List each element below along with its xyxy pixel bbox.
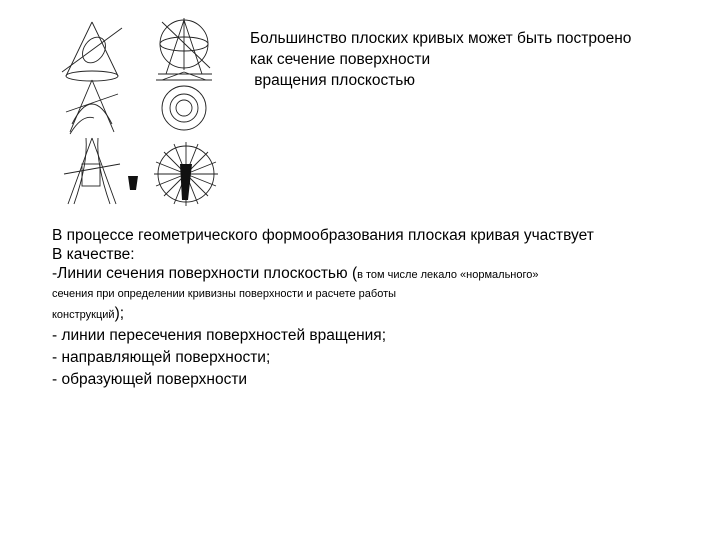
radial-dark-wedge [180,164,192,200]
hyperbola-section-drawing [64,138,120,204]
body-line-3 [52,264,712,285]
intro-line-3: вращения плоскостью [250,72,416,89]
body-line-5-end: ); [114,305,125,322]
body-line-2: В качестве: [52,246,135,263]
cone-section-drawing-1 [62,22,122,81]
hyperbola-dark-wedge [128,176,138,190]
body-line-4: сечения при определении кривизны поверхности и расчете работы [52,288,397,300]
surface-sections-drawing [52,14,242,210]
list-item-3: - образующей поверхности [52,371,248,388]
body-line-5 [52,304,712,325]
intro-line-2: как сечение поверхности [250,51,431,68]
body-line-3-note: в том числе лекало «нормального» [357,269,539,281]
rings-drawing [156,72,212,130]
body-text [52,226,712,391]
list-item-1: - линии пересечения поверхностей вращения; [52,327,386,344]
intro-text [250,28,710,91]
sphere-section-drawing [158,18,212,74]
parabola-section-drawing [66,80,118,134]
list-item-2: - направляющей поверхности; [52,349,271,366]
surface-sections-figure [52,14,242,210]
body-line-5-note: конструкций [52,309,115,321]
intro-line-1: Большинство плоских кривых может быть построено [250,30,632,47]
body-line-3-main: -Линии сечения поверхности плоскостью ( [52,265,358,282]
body-line-1: В процессе геометрического формообразования плоская кривая участвует [52,227,594,244]
